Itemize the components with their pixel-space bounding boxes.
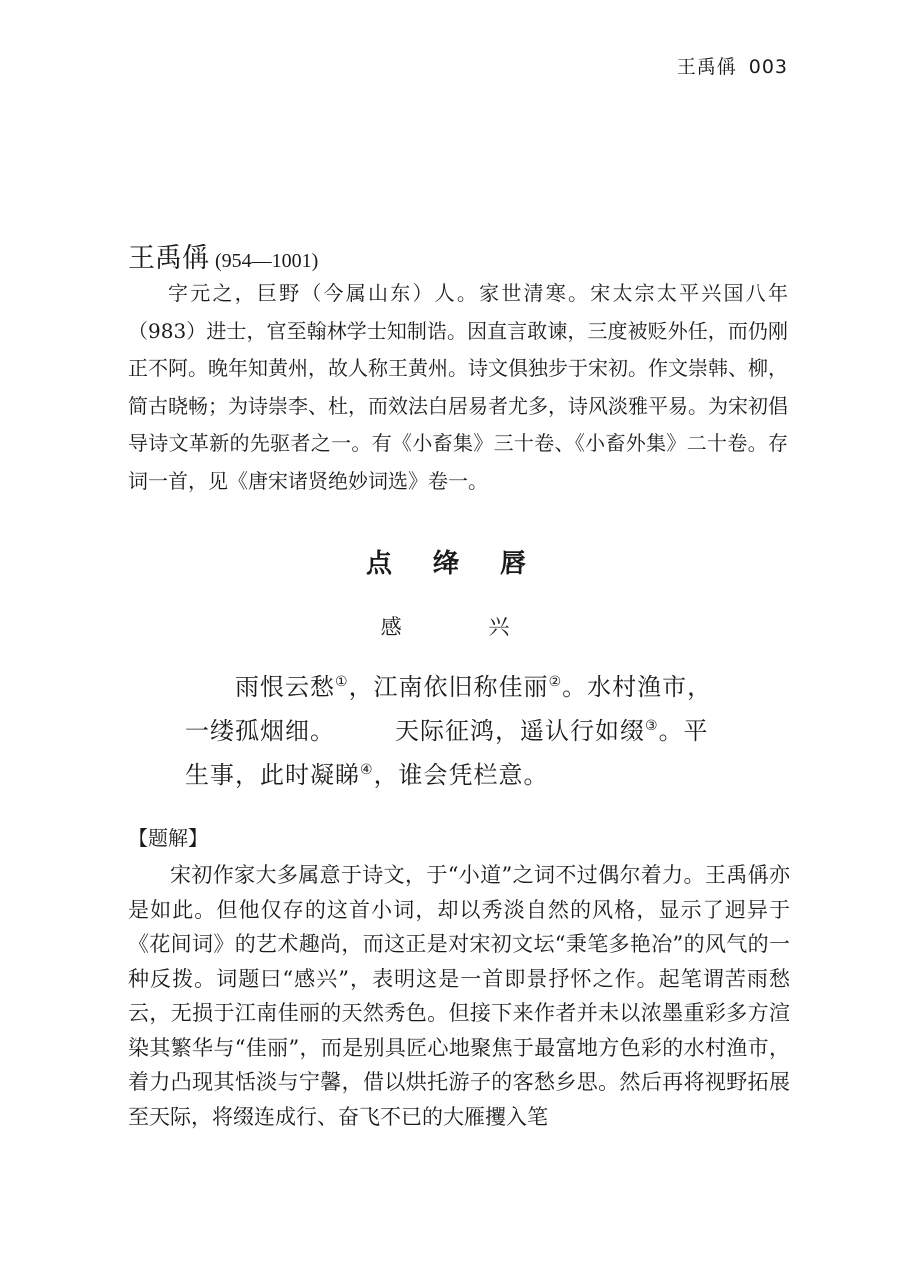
page-number: 003 <box>748 56 788 78</box>
poem-subtitle: 感 兴 <box>380 615 550 639</box>
author-bio <box>128 275 788 500</box>
poem-line <box>185 753 745 797</box>
author-bio-text: 字元之，巨野（今属山东）人。家世清寒。宋太宗太平兴国八年（983）进士，官至翰林学士知制诰。因直言敢谏，三度被贬外任，而仍刚正不阿。晚年知黄州，故人称王黄州。诗文俱独步于宋初。作文崇韩、柳，简古晓畅；为诗崇李、杜，而效法白居易者尤多，诗风淡雅平易。为宋初倡导诗文革新的先驱者之一。有《小畜集》三十卷、《小畜外集》二十卷。存词一首，见《唐宋诸贤绝妙词选》卷一。 <box>128 281 788 493</box>
poem-tune-title: 点 绛 唇 <box>365 549 543 579</box>
poem-text: 。水村渔市， <box>562 673 713 701</box>
poem-text: 天际征鸿，遥认行如缀 <box>395 717 645 745</box>
footnote-marker: ① <box>335 674 349 690</box>
poem-text: 。平 <box>658 717 709 745</box>
poem-text: ，谁会凭栏意。 <box>373 761 549 789</box>
author-name: 王禹偁 <box>128 243 209 274</box>
poem-line <box>185 709 745 753</box>
commentary-heading: 【题解】 <box>128 826 208 850</box>
footnote-marker: ④ <box>360 762 374 778</box>
footnote-marker: ③ <box>645 718 659 734</box>
poem-text: 一缕孤烟细。 <box>185 717 335 745</box>
poem-text: 雨恨云愁 <box>235 673 335 701</box>
poem-text: 生事，此时凝睇 <box>185 761 360 789</box>
footnote-marker: ② <box>548 674 563 690</box>
poem-body <box>185 665 745 797</box>
commentary-text: 宋初作家大多属意于诗文，于“小道”之词不过偶尔着力。王禹偁亦是如此。但他仅存的这首小词，却以秀淡自然的风格，显示了迥异于《花间词》的艺术趣尚，而这正是对宋初文坛“秉笔多艳冶”的风气的一种反拨。词题曰“感兴”，表明这是一首即景抒怀之作。起笔谓苦雨愁云，无损于江南佳丽的天然秀色。但接下来作者并未以浓墨重彩多方渲染其繁华与“佳丽”，而是别具匠心地聚焦于最富地方色彩的水村渔市，着力凸现其恬淡与宁馨，借以烘托游子的客愁乡思。然后再将视野拓展至天际，将缀连成行、奋飞不已的大雁攫入笔 <box>128 863 790 1129</box>
running-title: 王禹偁 <box>676 56 737 78</box>
author-heading <box>128 236 318 275</box>
running-header <box>677 52 788 79</box>
poem-line <box>185 665 745 709</box>
author-years: (954—1001) <box>215 250 319 272</box>
commentary-body <box>128 858 790 1134</box>
poem-text: ，江南依旧称佳丽 <box>348 673 549 701</box>
